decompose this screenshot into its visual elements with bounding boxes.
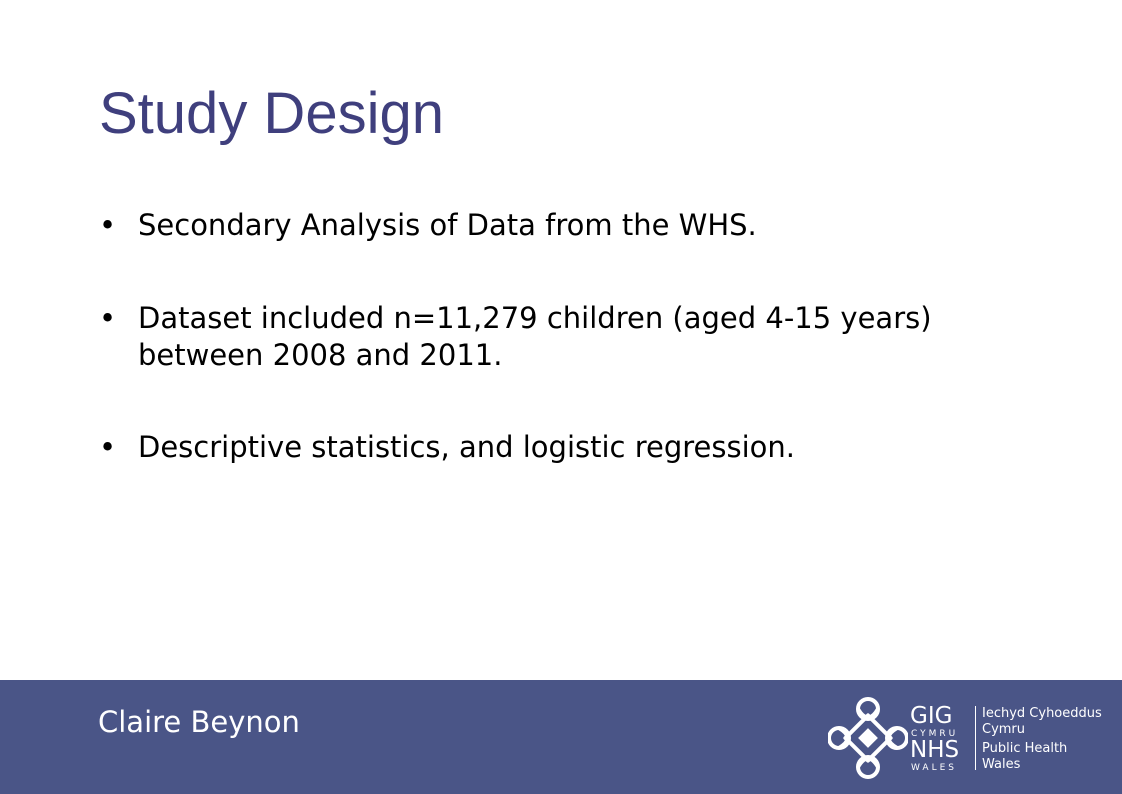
logo-divider bbox=[975, 706, 976, 770]
bullet-text: Secondary Analysis of Data from the WHS. bbox=[138, 208, 757, 242]
bullet-text: Dataset included n=11,279 children (aged 4-15 years) between 2008 and 2011. bbox=[138, 301, 932, 372]
logo-welsh-name-line1: Iechyd Cyhoeddus bbox=[982, 706, 1102, 721]
bullet-text: Descriptive statistics, and logistic regression. bbox=[138, 430, 795, 464]
slide-title: Study Design bbox=[99, 81, 444, 146]
logo-english-name-line2: Wales bbox=[982, 757, 1021, 772]
bullet-marker: • bbox=[99, 301, 117, 335]
logo-wales-text: WALES bbox=[911, 763, 957, 773]
bullet-item bbox=[99, 207, 1059, 244]
footer-bar bbox=[0, 680, 1122, 794]
bullet-item bbox=[99, 429, 1059, 466]
logo-nhs-text: NHS bbox=[910, 737, 960, 763]
bullet-marker: • bbox=[99, 208, 117, 242]
celtic-knot-emblem-icon bbox=[828, 696, 908, 780]
logo-english-name-line1: Public Health bbox=[982, 741, 1068, 756]
bullet-item bbox=[99, 300, 1059, 374]
logo-gig-text: GIG bbox=[910, 703, 953, 729]
public-health-wales-logo bbox=[828, 696, 1102, 780]
bullet-marker: • bbox=[99, 430, 117, 464]
logo-cymru-text: CYMRU bbox=[911, 729, 959, 739]
logo-welsh-name-line2: Cymru bbox=[982, 722, 1026, 737]
author-name: Claire Beynon bbox=[98, 705, 300, 739]
